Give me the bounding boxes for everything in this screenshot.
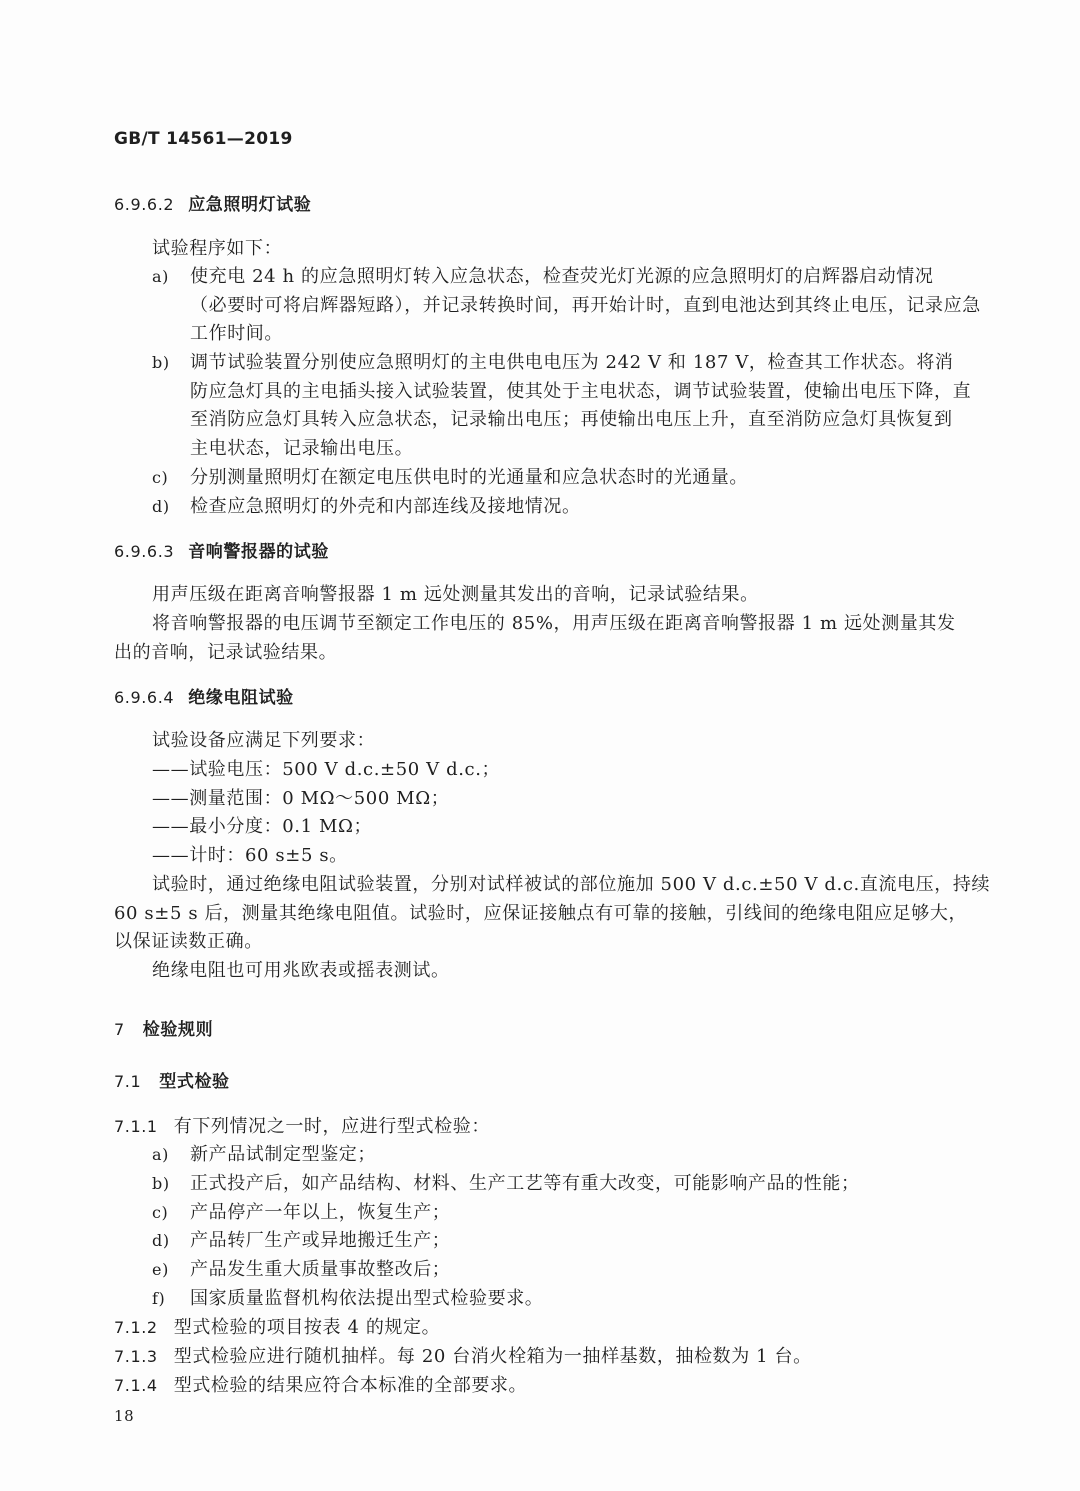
section-heading-6-9-6-3 bbox=[114, 540, 329, 564]
clause-text: 型式检验应进行随机抽样。每 20 台消火栓箱为一抽样基数，抽检数为 1 台。 bbox=[173, 1346, 812, 1367]
list-item-continuation: 至消防应急灯具转入应急状态，记录输出电压；再使输出电压上升，直至消防应急灯具恢复到 bbox=[190, 409, 953, 430]
list-item-text: 分别测量照明灯在额定电压供电时的光通量和应急状态时的光通量。 bbox=[190, 467, 748, 488]
clause-text: 有下列情况之一时，应进行型式检验： bbox=[173, 1116, 490, 1137]
clause-7-1-2 bbox=[114, 1316, 440, 1340]
section-title: 绝缘电阻试验 bbox=[188, 688, 294, 708]
list-item-a bbox=[152, 1143, 376, 1167]
list-item-c bbox=[152, 466, 748, 490]
list-item-continuation: （必要时可将启辉器短路），并记录转换时间，再开始计时，直到电池达到其终止电压，记录应急 bbox=[190, 295, 981, 316]
dash-list-item: ——测量范围：0 MΩ～500 MΩ； bbox=[152, 788, 450, 809]
clause-text: 型式检验的项目按表 4 的规定。 bbox=[173, 1317, 441, 1338]
list-item-text: 产品停产一年以上，恢复生产； bbox=[190, 1202, 451, 1223]
paragraph: 试验时，通过绝缘电阻试验装置，分别对试样被试的部位施加 500 V d.c.±50 V d.c.直流电压，持续 bbox=[152, 874, 991, 895]
clause-7-1-1 bbox=[114, 1115, 490, 1139]
paragraph-continuation: 60 s±5 s 后，测量其绝缘电阻值。试验时，应保证接触点有可靠的接触，引线间的绝缘电阻应足够大， bbox=[114, 903, 968, 924]
dash-list-item: ——试验电压：500 V d.c.±50 V d.c.； bbox=[152, 759, 501, 780]
list-marker: c) bbox=[152, 468, 169, 487]
list-item-text: 检查应急照明灯的外壳和内部连线及接地情况。 bbox=[190, 496, 581, 517]
clause-7-1-3 bbox=[114, 1345, 812, 1369]
list-item-text: 产品发生重大质量事故整改后； bbox=[190, 1259, 451, 1280]
paragraph: 试验设备应满足下列要求： bbox=[152, 730, 376, 751]
clause-7-1-4 bbox=[114, 1374, 527, 1398]
chapter-title: 检验规则 bbox=[142, 1020, 214, 1040]
list-item-a bbox=[152, 265, 933, 289]
clause-number: 7.1.3 bbox=[114, 1347, 158, 1366]
list-item-text: 国家质量监督机构依法提出型式检验要求。 bbox=[190, 1288, 544, 1309]
list-item-text: 新产品试制定型鉴定； bbox=[190, 1144, 376, 1165]
list-item-c bbox=[152, 1201, 450, 1225]
paragraph-continuation: 出的音响，记录试验结果。 bbox=[114, 642, 338, 663]
section-heading-6-9-6-2 bbox=[114, 193, 311, 217]
dash-list-item: ——最小分度：0.1 MΩ； bbox=[152, 816, 373, 837]
paragraph: 绝缘电阻也可用兆欧表或摇表测试。 bbox=[152, 960, 450, 981]
paragraph: 将音响警报器的电压调节至额定工作电压的 85%，用声压级在距离音响警报器 1 m 远处测量其发 bbox=[152, 613, 956, 634]
clause-number: 7.1.4 bbox=[114, 1376, 158, 1395]
clause-number: 7.1.2 bbox=[114, 1318, 158, 1337]
list-item-b bbox=[152, 351, 954, 375]
section-title: 型式检验 bbox=[159, 1072, 230, 1092]
section-number: 6.9.6.2 bbox=[114, 195, 175, 214]
section-number: 7.1 bbox=[114, 1072, 142, 1091]
list-item-text: 调节试验装置分别使应急照明灯的主电供电电压为 242 V 和 187 V，检查其工作状态。将消 bbox=[190, 352, 954, 373]
list-marker: a) bbox=[152, 1145, 169, 1164]
chapter-heading-7 bbox=[114, 1018, 213, 1042]
paragraph: 试验程序如下： bbox=[152, 238, 283, 259]
list-marker: f) bbox=[152, 1289, 166, 1308]
dash-list-item: ——计时：60 s±5 s。 bbox=[152, 845, 348, 866]
list-item-d bbox=[152, 1229, 450, 1253]
list-marker: b) bbox=[152, 353, 170, 372]
list-item-continuation: 防应急灯具的主电插头接入试验装置，使其处于主电状态，调节试验装置，使输出电压下降，直 bbox=[190, 381, 972, 402]
page-number: 18 bbox=[114, 1407, 135, 1425]
list-item-f bbox=[152, 1287, 543, 1311]
paragraph: 用声压级在距离音响警报器 1 m 远处测量其发出的音响，记录试验结果。 bbox=[152, 584, 759, 605]
clause-number: 7.1.1 bbox=[114, 1117, 158, 1136]
section-title: 应急照明灯试验 bbox=[188, 195, 312, 215]
list-item-text: 正式投产后，如产品结构、材料、生产工艺等有重大改变，可能影响产品的性能； bbox=[190, 1173, 860, 1194]
list-item-b bbox=[152, 1172, 860, 1196]
list-item-text: 产品转厂生产或异地搬迁生产； bbox=[190, 1230, 451, 1251]
list-marker: b) bbox=[152, 1174, 170, 1193]
chapter-number: 7 bbox=[114, 1020, 125, 1039]
list-marker: d) bbox=[152, 1231, 170, 1250]
list-marker: a) bbox=[152, 267, 169, 286]
list-item-e bbox=[152, 1258, 450, 1282]
list-item-d bbox=[152, 495, 581, 519]
section-number: 6.9.6.4 bbox=[114, 688, 175, 707]
list-item-continuation: 主电状态，记录输出电压。 bbox=[190, 438, 414, 459]
list-item-continuation: 工作时间。 bbox=[190, 323, 283, 344]
clause-text: 型式检验的结果应符合本标准的全部要求。 bbox=[173, 1375, 528, 1396]
standard-number: GB/T 14561—2019 bbox=[114, 129, 293, 149]
list-marker: d) bbox=[152, 497, 170, 516]
list-marker: e) bbox=[152, 1260, 169, 1279]
section-heading-7-1 bbox=[114, 1070, 230, 1094]
section-title: 音响警报器的试验 bbox=[188, 542, 329, 562]
list-marker: c) bbox=[152, 1203, 169, 1222]
list-item-text: 使充电 24 h 的应急照明灯转入应急状态，检查荧光灯光源的应急照明灯的启辉器启动情况 bbox=[190, 266, 934, 287]
section-heading-6-9-6-4 bbox=[114, 686, 294, 710]
paragraph-continuation: 以保证读数正确。 bbox=[114, 931, 263, 952]
section-number: 6.9.6.3 bbox=[114, 542, 175, 561]
